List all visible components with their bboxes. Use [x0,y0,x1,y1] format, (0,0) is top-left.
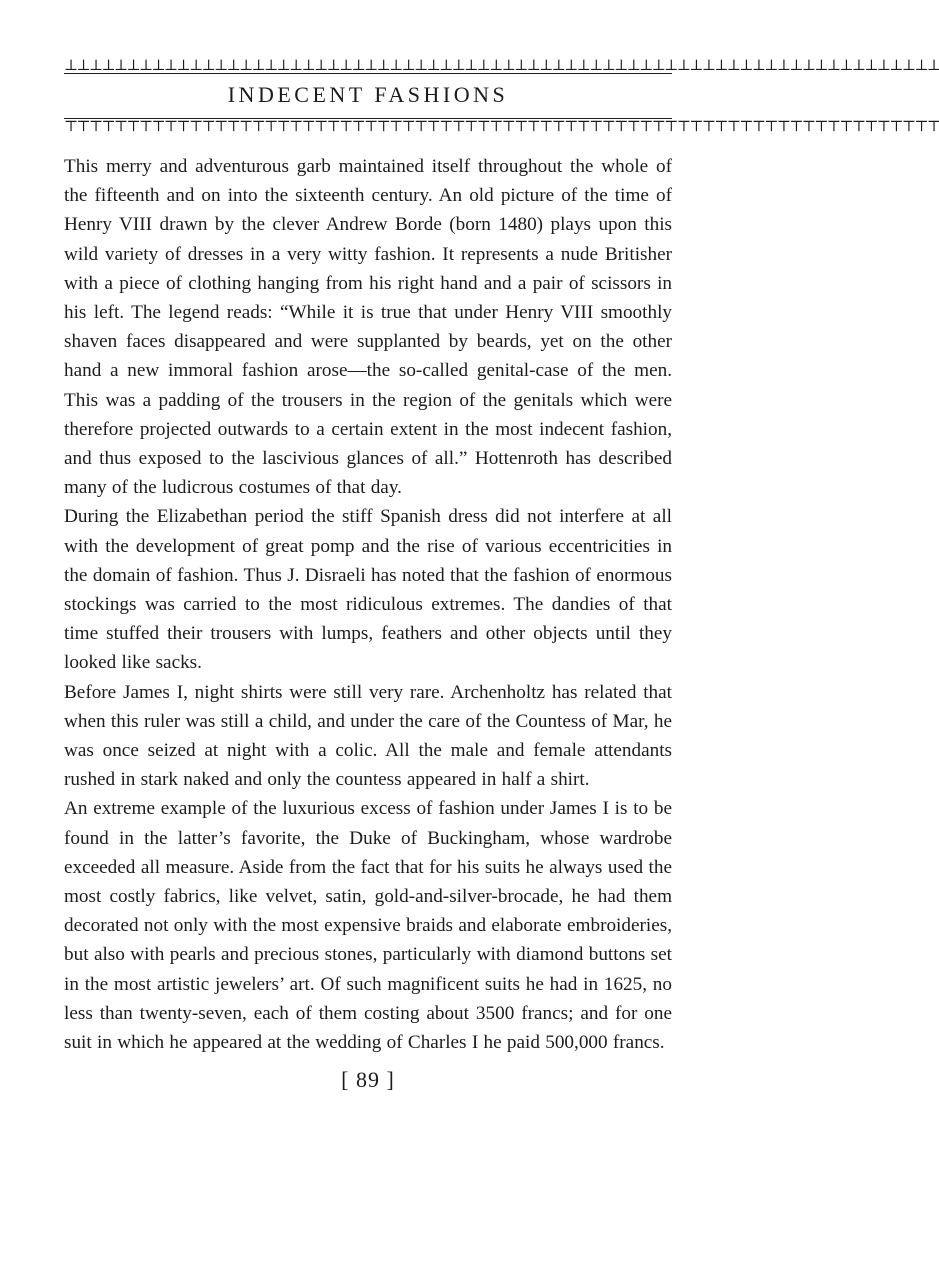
header-ornament-bottom: ⊤⊤⊤⊤⊤⊤⊤⊤⊤⊤⊤⊤⊤⊤⊤⊤⊤⊤⊤⊤⊤⊤⊤⊤⊤⊤⊤⊤⊤⊤⊤⊤⊤⊤⊤⊤⊤⊤⊤⊤⊤⊤⊤⊤⊤⊤⊤⊤⊤⊤⊤⊤⊤⊤⊤⊤⊤⊤⊤⊤⊤⊤⊤⊤⊤⊤⊤⊤⊤⊤ [64,117,939,135]
paragraph: During the Elizabethan period the stiff Spanish dress did not interfere at all with the development of great pomp and the rise of various eccentricities in the domain of fashion. Thus J. Disraeli has noted that the fashion of enormous stockings was carried to the most ridiculous extremes. The dandies of that time stuffed their trousers with lumps, feathers and other objects until they looked like sacks. [64,506,672,674]
book-page [64,56,939,1093]
header-ornament-top: ⊥⊥⊥⊥⊥⊥⊥⊥⊥⊥⊥⊥⊥⊥⊥⊥⊥⊥⊥⊥⊥⊥⊥⊥⊥⊥⊥⊥⊥⊥⊥⊥⊥⊥⊥⊥⊥⊥⊥⊥⊥⊥⊥⊥⊥⊥⊥⊥⊥⊥⊥⊥⊥⊥⊥⊥⊥⊥⊥⊥⊥⊥⊥⊥⊥⊥⊥⊥⊥⊥ [64,56,939,74]
paragraph: This merry and adventurous garb maintained itself throughout the whole of the fifteenth and on into the sixteenth century. An old picture of the time of Henry VIII drawn by the clever Andrew Borde (born 1480) plays upon this wild variety of dresses in a very witty fashion. It represents a nude Britisher with a piece of clothing hanging from his right hand and a pair of scissors in his left. The legend reads: “While it is true that under Henry VIII smoothly shaven faces disappeared and were supplanted by beards, yet on the other hand a new immoral fashion arose—the so-called genital-case of the men. This was a padding of the trousers in the region of the genitals which were therefore projected outwards to a certain extent in the most indecent fashion, and thus exposed to the lascivious glances of all.” Hottenroth has described many of the ludicrous costumes of that day. [64,156,672,499]
running-head-title: INDECENT FASHIONS [227,82,509,107]
body-text [64,152,672,1057]
paragraph: Before James I, night shirts were still very rare. Archenholtz has related that when this ruler was still a child, and under the care of the Countess of Mar, he was once seized at night with a colic. All the male and female attendants rushed in stark naked and only the countess appeared in half a shirt. [64,681,672,791]
page-number: [ 89 ] [341,1067,395,1093]
paragraph: An extreme example of the luxurious excess of fashion under James I is to be found in the latter’s favorite, the Duke of Buckingham, whose wardrobe exceeded all measure. Aside from the fact that for his suits he always used the most costly fabrics, like velvet, satin, gold-and-silver-brocade, he had them decorated not only with the most expensive braids and elaborate embroideries, but also with pearls and precious stones, particularly with diamond buttons set in the most artistic jewelers’ art. Of such magnificent suits he had in 1625, no less than twenty-seven, each of them costing about 3500 francs; and for one suit in which he appeared at the wedding of Charles I he paid 500,000 francs. [64,798,672,1054]
